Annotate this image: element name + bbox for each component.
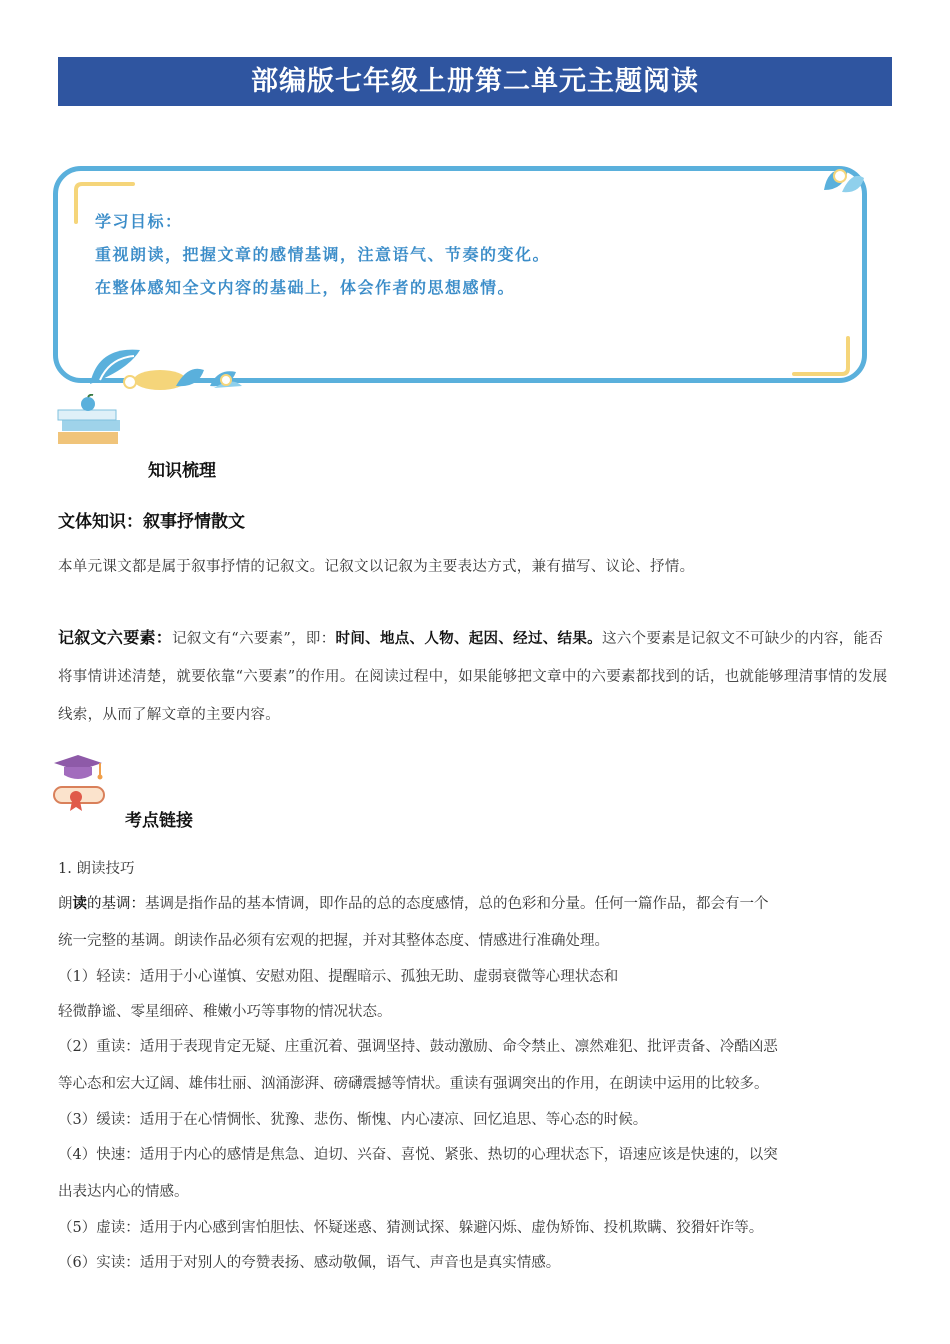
six-elements-text-2: 这六个要素是记叙文不可缺少的内容，能否将事情讲述清楚，就要依靠“六要素”的作用。在阅读过程中，如果能够把文章中的六要素都找到的话，也就能够理清事情的发展线索，从而了解文章的主要内容。 (58, 631, 888, 723)
genre-intro: 本单元课文都是属于叙事抒情的记叙文。记叙文以记叙为主要表达方式，兼有描写、议论、抒情。 (58, 559, 695, 575)
corner-bracket-bottom-right-icon (790, 334, 856, 380)
weak-reading-line: （5）虚读：适用于内心感到害怕胆怯、怀疑迷惑、猜测试探、躲避闪烁、虚伪矫饰、投机欺瞒、狡猾奸诈等。 (58, 1220, 764, 1236)
tone-line-2: 统一完整的基调。朗读作品必须有宏观的把握，并对其整体态度、情感进行准确处理。 (58, 933, 609, 949)
books-apple-icon (56, 394, 126, 452)
tone-line-1 (58, 887, 898, 922)
six-elements-list: 时间、地点、人物、起因、经过、结果。 (335, 631, 602, 647)
slow-reading-line: （3）缓读：适用于在心情惆怅、犹豫、悲伤、惭愧、内心凄凉、回忆追思、等心态的时候。 (58, 1112, 648, 1128)
knowledge-heading: 知识梳理 (148, 461, 216, 481)
fast-reading-line-1: （4）快速：适用于内心的感情是焦急、迫切、兴奋、喜悦、紧张、热切的心理状态下，语速应该是快速的，以突 (58, 1147, 778, 1163)
tone-label: 的基调： (87, 896, 145, 912)
learning-goal-2: 在整体感知全文内容的基础上，体会作者的思想感情。 (95, 278, 516, 297)
learning-goals-heading: 学习目标： (95, 212, 183, 231)
six-elements-paragraph (58, 619, 892, 734)
six-elements-label: 记叙文六要素： (58, 628, 173, 647)
six-elements-text-1: 记叙文有“六要素”，即： (172, 631, 336, 647)
fast-reading-line-2: 出表达内心的情感。 (58, 1184, 189, 1200)
solid-reading-line: （6）实读：适用于对别人的夸赞表扬、感动敬佩，语气、声音也是真实情感。 (58, 1255, 561, 1271)
tone-text-1: 基调是指作品的基本情调，即作品的总的态度感情，总的色彩和分量。任何一篇作品，都会有一个 (145, 896, 769, 912)
leaf-flower-top-right-icon (818, 160, 868, 200)
reading-tips-title: 1. 朗读技巧 (58, 861, 135, 877)
learning-goal-1: 重视朗读，把握文章的感情基调，注意语气、节奏的变化。 (95, 245, 551, 264)
tone-bold-char: 读 (72, 896, 87, 912)
light-reading-line-1: （1）轻读：适用于小心谨慎、安慰劝阻、提醒暗示、孤独无助、虚弱衰微等心理状态和 (58, 969, 619, 985)
umbrella-leaves-decoration-icon (80, 340, 250, 392)
learning-goals-text (95, 205, 835, 304)
graduation-cap-diploma-icon (48, 753, 108, 813)
tone-prefix: 朗 (58, 896, 73, 912)
page-title-banner: 部编版七年级上册第二单元主题阅读 (58, 57, 892, 106)
heavy-reading-line-1: （2）重读：适用于表现肯定无疑、庄重沉着、强调坚持、鼓动激励、命令禁止、凛然难犯、批评责备、冷酷凶恶 (58, 1039, 778, 1055)
genre-title: 文体知识：叙事抒情散文 (58, 512, 245, 532)
exam-heading: 考点链接 (125, 811, 193, 831)
reading-tips-list (58, 852, 898, 1281)
heavy-reading-line-2: 等心态和宏大辽阔、雄伟壮丽、汹涌澎湃、磅礴震撼等情状。重读有强调突出的作用，在朗读中运用的比较多。 (58, 1076, 769, 1092)
light-reading-line-2: 轻微静谧、零星细碎、稚嫩小巧等事物的情况状态。 (58, 1004, 392, 1020)
